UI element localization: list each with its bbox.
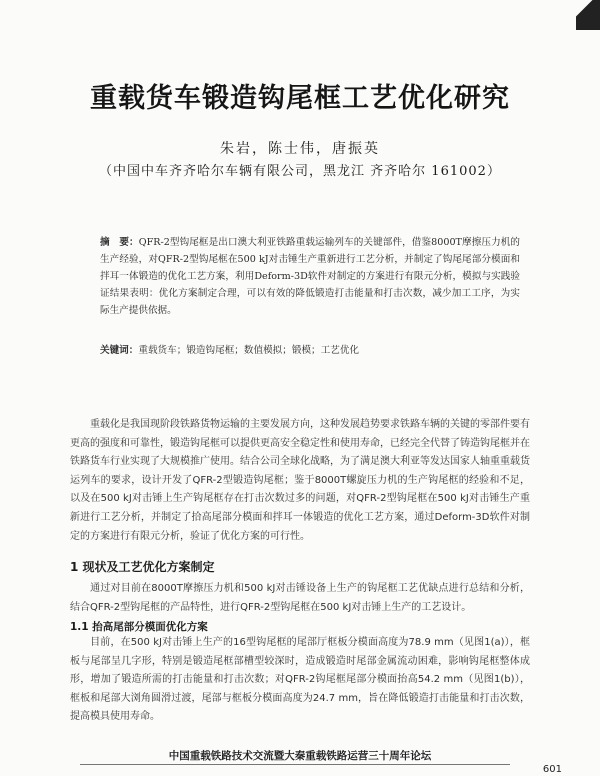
keywords-label: 关键词： [100, 345, 139, 356]
conference-footer: 中国重载铁路技术交流暨大秦重载铁路运营三十周年论坛 [168, 750, 432, 762]
footer-rule [80, 764, 510, 768]
scan-corner-mark [576, 0, 600, 30]
subsection-text: 目前，在500 kJ对击锤上生产的16型钩尾框的尾部厅框板分模面高度为78.9 mm（见图1(a)），框板与尾部呈几字形，特别是锻造尾框部槽型较深时，造成锻造时尾部金属流动困难，影响钩尾框整体成形，增加了锻造所需的打击能量和打击次数；对QFR-2钩尾框尾部分模面抬高54.2 mm（见图1(b)），框板和尾部大浏角圆滑过渡，尾部与框板分模面高度为24.7 mm，旨在降低锻造打击能量和打击次数，提高模具使用寿命。 [70, 637, 530, 723]
intro-paragraph [70, 416, 530, 546]
author-list: 朱岩，陈士伟，唐振英 [220, 141, 380, 157]
keywords [100, 342, 520, 359]
intro-text: 重载化是我国现阶段铁路货物运输的主要发展方向，这种发展趋势要求铁路车辆的关键的零部件要有更高的强度和可靠性，锻造钩尾框可以提供更高安全稳定性和使用寿命，已经完全代替了铸造钩尾框并在铁路货车行业实现了大规模推广使用。结合公司全球化战略，为了满足澳大利亚等发达国家人轴重重载货运列车的要求，设计开发了QFR-2型锻造钩尾框；鉴于8000T螺旋压力机的生产钩尾框的经验和不足，以及在500 kJ对击锤上生产钩尾框存在打击次数过多的问题，对QFR-2型钩尾框在500 kJ对击锤生产重新进行工艺分析，并制定了拾高尾部分模面和拌耳一体锻造的优化工艺方案，通过Deform-3D软件对制定的方案进行有限元分析，验证了优化方案的可行性。 [70, 419, 530, 542]
affiliation: （中国中车齐齐哈尔车辆有限公司，黑龙江 齐齐哈尔 161002） [99, 164, 501, 179]
section-heading: 1 现状及工艺优化方案制定 [70, 560, 215, 574]
section-paragraph [70, 580, 530, 617]
subsection-heading: 1.1 抬高尾部分模面优化方案 [70, 621, 208, 633]
subsection-paragraph [70, 634, 530, 727]
keywords-text: 重载货车；锻造钩尾框；数值模拟；锻模；工艺优化 [138, 345, 360, 356]
abstract-label: 摘 要： [100, 237, 139, 248]
page-number: 601 [542, 764, 562, 775]
abstract-text: QFR-2型钩尾框是出口澳大利亚铁路重载运输列车的关键部件，借鉴8000T摩擦压力机的生产经验，对QFR-2型钩尾框在500 kJ对击锤生产重新进行工艺分析，并制定了钩尾尾部分模面和拌耳一体锻造的优化工艺方案，利用Deform-3D软件对制定的方案进行有限元分析，模拟与实践验证结果表明：优化方案制定合理，可以有效的降低锻造打击能量和打击次数，减少加工工序，为实际生产提供依据。 [100, 237, 521, 316]
abstract [100, 234, 520, 319]
paper-title: 重载货车锻造钩尾框工艺优化研究 [90, 83, 510, 114]
section-text: 通过对目前在8000T摩擦压力机和500 kJ对击锤设备上生产的钩尾框工艺优缺点进行总结和分析，结合QFR-2型钩尾框的产品特性，进行QFR-2型钩尾框在500 kJ对击锤上生产的工艺设计。 [70, 583, 530, 613]
